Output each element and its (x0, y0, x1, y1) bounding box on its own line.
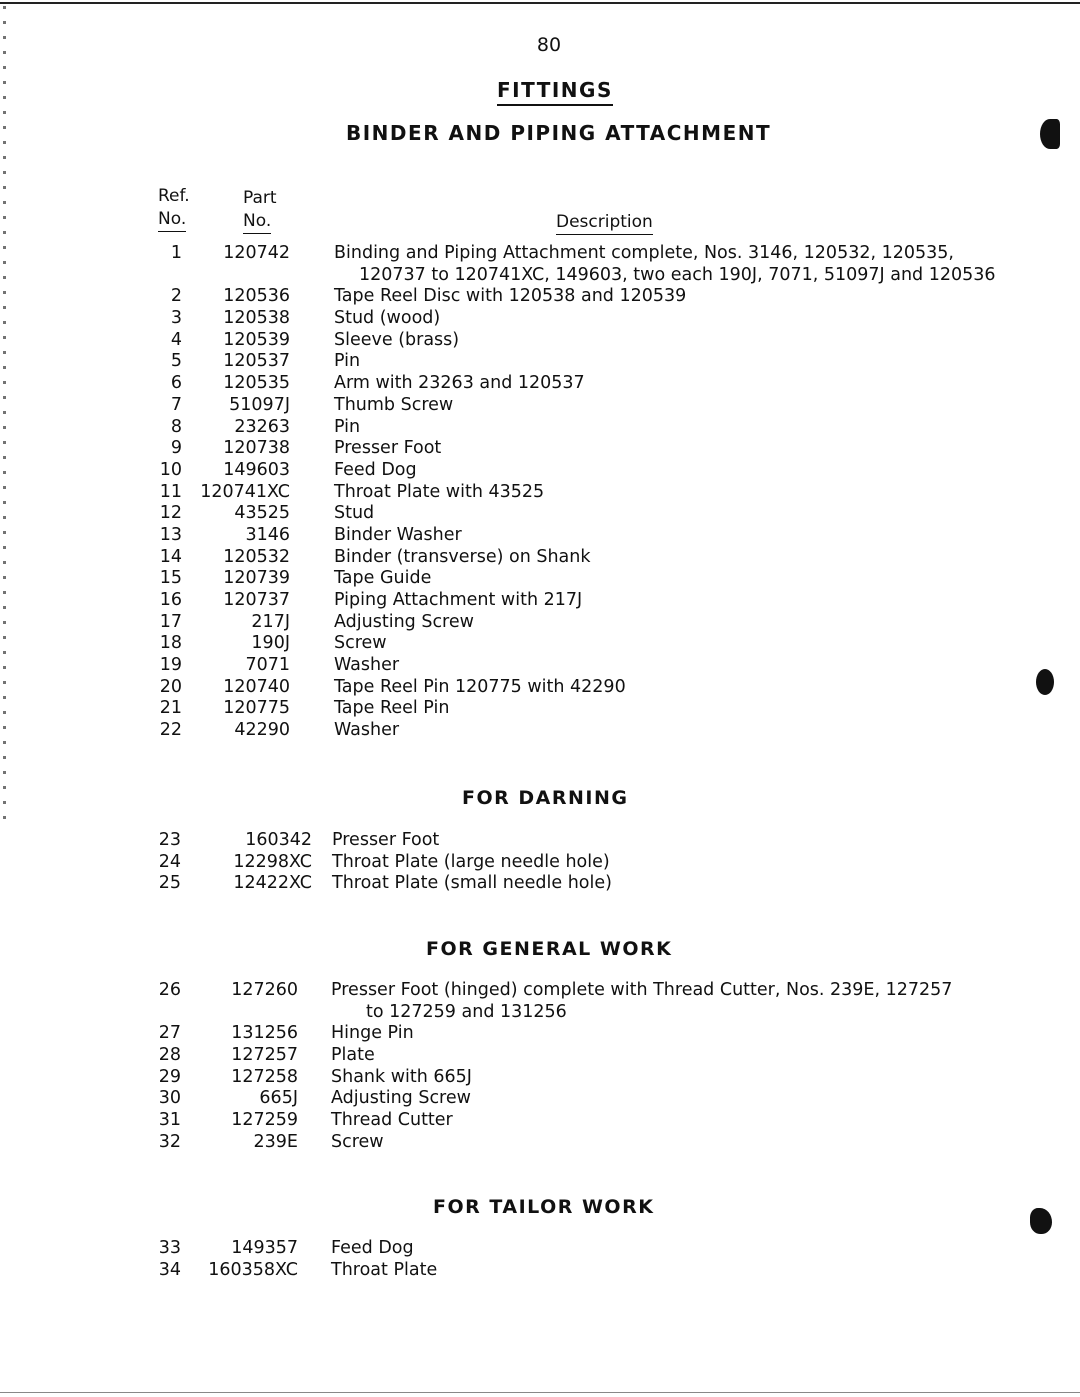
ref-number: 6 (170, 373, 182, 394)
ref-number: 18 (159, 633, 182, 654)
ref-number: 4 (170, 329, 182, 350)
ref-number: 28 (158, 1045, 181, 1066)
part-description-continued: 120737 to 120741XC, 149603, two each 190J, 7071, 51097J and 120536 (359, 264, 996, 285)
description-column-header (556, 211, 653, 235)
part-number: 239E (253, 1131, 298, 1152)
part-number: 160342 (245, 830, 312, 850)
punch-hole-mark (1030, 1208, 1052, 1234)
parts-row (0, 980, 1080, 1023)
part-description: Adjusting Screw (331, 1088, 471, 1109)
ref-column-header (158, 185, 198, 232)
part-description: Pin (334, 351, 361, 372)
ref-number: 21 (159, 698, 182, 719)
parts-row (0, 1260, 1080, 1282)
part-description: Washer (334, 720, 400, 741)
part-number: 3146 (245, 524, 290, 545)
part-description: Thumb Screw (334, 394, 454, 415)
part-description: Throat Plate with 43525 (334, 481, 545, 502)
part-description: Plate (331, 1045, 375, 1066)
part-description: Feed Dog (331, 1238, 414, 1258)
binder-heading: BINDER AND PIPING ATTACHMENT (346, 121, 772, 145)
part-description: Tape Guide (334, 568, 432, 589)
parts-row (0, 417, 1080, 439)
part-number: 120738 (223, 438, 290, 459)
part-description: Shank with 665J (331, 1066, 472, 1087)
part-description: Sleeve (brass) (334, 329, 460, 350)
parts-row (0, 1132, 1080, 1154)
parts-row (0, 655, 1080, 677)
ref-number: 32 (158, 1131, 181, 1152)
page-number: 80 (536, 34, 562, 56)
part-description: Tape Reel Disc with 120538 and 120539 (334, 286, 687, 307)
part-description: Binder (transverse) on Shank (334, 546, 591, 567)
parts-row (0, 698, 1080, 720)
part-number: 120535 (223, 373, 290, 394)
parts-row (0, 1045, 1080, 1067)
binder-parts-list (0, 243, 1080, 742)
part-number: 120775 (223, 698, 290, 719)
part-number: 120539 (223, 329, 290, 350)
parts-row (0, 1067, 1080, 1089)
darning-heading: FOR DARNING (462, 787, 629, 809)
part-number: 149603 (223, 459, 290, 480)
part-number: 131256 (231, 1023, 298, 1044)
parts-row (0, 873, 1080, 895)
part-number: 12298XC (233, 851, 312, 872)
ref-header-line2: No. (158, 208, 186, 232)
ref-number: 20 (159, 676, 182, 697)
parts-row (0, 460, 1080, 482)
part-header-line2: No. (243, 210, 271, 234)
parts-row (0, 525, 1080, 547)
ref-number: 11 (159, 481, 182, 502)
part-number: 149357 (231, 1238, 298, 1258)
part-number: 160358XC (208, 1259, 298, 1280)
part-number: 217J (251, 611, 290, 632)
parts-row (0, 286, 1080, 308)
ref-number: 23 (158, 830, 181, 850)
parts-row (0, 308, 1080, 330)
ref-number: 27 (158, 1023, 181, 1044)
part-description: Presser Foot (334, 438, 442, 459)
ref-number: 34 (158, 1259, 181, 1280)
part-description-continued: to 127259 and 131256 (366, 1001, 567, 1022)
part-description: Washer (334, 655, 400, 676)
ref-number: 30 (158, 1088, 181, 1109)
darning-parts-list (0, 830, 1080, 895)
ref-number: 19 (159, 655, 182, 676)
part-description: Tape Reel Pin (334, 698, 450, 719)
part-number: 7071 (245, 655, 290, 676)
parts-row (0, 720, 1080, 742)
parts-row (0, 852, 1080, 874)
part-number: 120740 (223, 676, 290, 697)
parts-row (0, 438, 1080, 460)
part-description: Binding and Piping Attachment complete, Nos. 3146, 120532, 120535, (334, 243, 954, 263)
part-number: 127260 (231, 980, 298, 1000)
parts-row (0, 830, 1080, 852)
parts-row (0, 1238, 1080, 1260)
part-number: 120741XC (200, 481, 290, 502)
parts-row (0, 1023, 1080, 1045)
parts-row (0, 330, 1080, 352)
description-header: Description (556, 211, 653, 235)
parts-row (0, 395, 1080, 417)
ref-number: 31 (158, 1110, 181, 1131)
part-description: Throat Plate (331, 1259, 438, 1280)
parts-row (0, 568, 1080, 590)
ref-header-line1: Ref. (158, 186, 190, 206)
ref-number: 16 (159, 590, 182, 611)
top-rule (0, 2, 1080, 4)
fittings-heading: FITTINGS (497, 78, 613, 106)
part-description: Adjusting Screw (334, 611, 474, 632)
punch-hole-mark (1040, 119, 1060, 149)
bottom-rule (0, 1392, 1080, 1393)
ref-number: 3 (170, 308, 182, 329)
ref-number: 22 (159, 720, 182, 741)
part-column-header (243, 187, 287, 234)
ref-number: 8 (170, 416, 182, 437)
parts-row (0, 1088, 1080, 1110)
part-description: Throat Plate (small needle hole) (332, 873, 612, 894)
parts-row (0, 547, 1080, 569)
part-description: Screw (331, 1131, 384, 1152)
part-description: Piping Attachment with 217J (334, 590, 583, 611)
part-description: Stud (wood) (334, 308, 441, 329)
tailor-work-heading: FOR TAILOR WORK (433, 1196, 655, 1218)
part-number: 42290 (234, 720, 290, 741)
part-description: Arm with 23263 and 120537 (334, 373, 585, 394)
general-work-parts-list (0, 980, 1080, 1154)
parts-row (0, 351, 1080, 373)
part-number: 43525 (234, 503, 290, 524)
ref-number: 1 (170, 243, 182, 263)
part-description: Thread Cutter (331, 1110, 453, 1131)
part-number: 120739 (223, 568, 290, 589)
part-number: 127259 (231, 1110, 298, 1131)
part-number: 23263 (234, 416, 290, 437)
ref-number: 29 (158, 1066, 181, 1087)
parts-row (0, 612, 1080, 634)
ref-number: 7 (170, 394, 182, 415)
ref-number: 10 (159, 459, 182, 480)
part-number: 190J (251, 633, 290, 654)
part-number: 120537 (223, 351, 290, 372)
parts-row (0, 633, 1080, 655)
part-description: Presser Foot (332, 830, 440, 850)
part-description: Screw (334, 633, 387, 654)
part-number: 120742 (223, 243, 290, 263)
part-description: Binder Washer (334, 524, 462, 545)
ref-number: 15 (159, 568, 182, 589)
general-work-heading: FOR GENERAL WORK (426, 938, 673, 960)
part-header-line1: Part (243, 188, 277, 208)
part-description: Throat Plate (large needle hole) (332, 851, 610, 872)
parts-row (0, 482, 1080, 504)
ref-number: 5 (170, 351, 182, 372)
part-number: 12422XC (233, 873, 312, 894)
ref-number: 13 (159, 524, 182, 545)
part-number: 120538 (223, 308, 290, 329)
parts-row (0, 373, 1080, 395)
part-description: Feed Dog (334, 459, 417, 480)
ref-number: 2 (170, 286, 182, 307)
ref-number: 24 (158, 851, 181, 872)
part-description: Presser Foot (hinged) complete with Thread Cutter, Nos. 239E, 127257 (331, 980, 953, 1000)
ref-number: 14 (159, 546, 182, 567)
tailor-work-parts-list (0, 1238, 1080, 1281)
parts-row (0, 1110, 1080, 1132)
ref-number: 25 (158, 873, 181, 894)
parts-row (0, 677, 1080, 699)
part-number: 51097J (229, 394, 290, 415)
part-number: 127258 (231, 1066, 298, 1087)
parts-row (0, 243, 1080, 286)
part-number: 127257 (231, 1045, 298, 1066)
part-description: Hinge Pin (331, 1023, 414, 1044)
part-number: 120532 (223, 546, 290, 567)
ref-number: 12 (159, 503, 182, 524)
part-description: Stud (334, 503, 375, 524)
ref-number: 17 (159, 611, 182, 632)
part-description: Tape Reel Pin 120775 with 42290 (334, 676, 626, 697)
ref-number: 9 (170, 438, 182, 459)
part-number: 665J (259, 1088, 298, 1109)
part-number: 120737 (223, 590, 290, 611)
ref-number: 26 (158, 980, 181, 1000)
punch-hole-mark (1036, 669, 1054, 695)
parts-row (0, 503, 1080, 525)
part-description: Pin (334, 416, 361, 437)
ref-number: 33 (158, 1238, 181, 1258)
part-number: 120536 (223, 286, 290, 307)
parts-row (0, 590, 1080, 612)
